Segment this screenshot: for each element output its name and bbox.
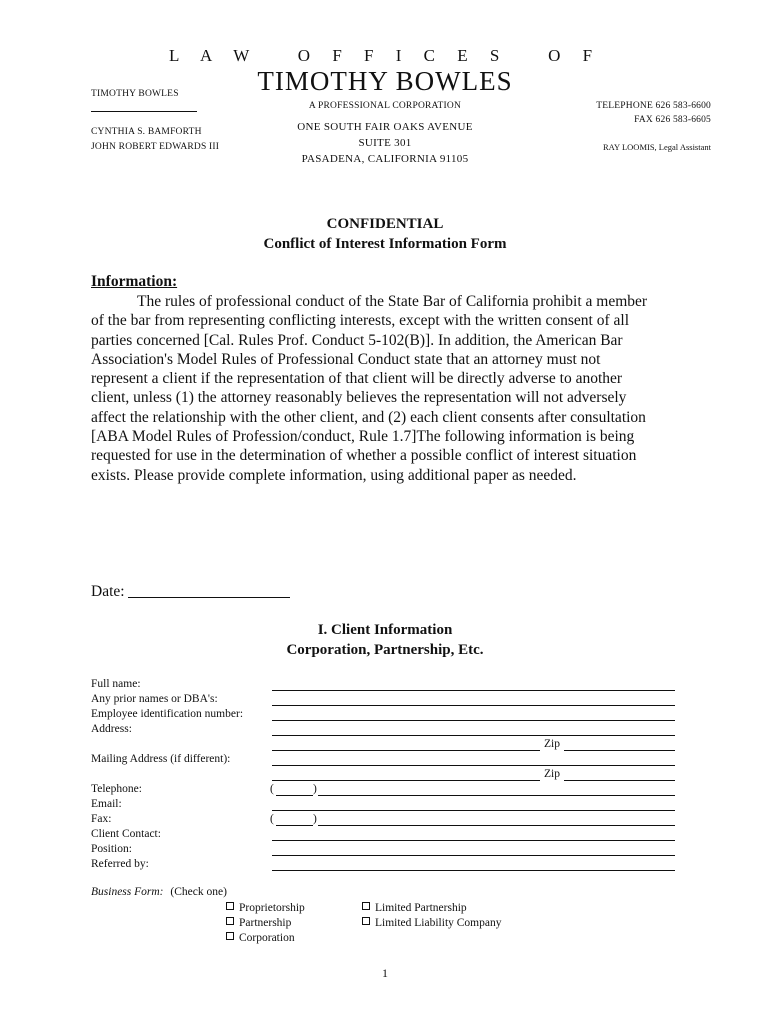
letterhead-corporation: A PROFESSIONAL CORPORATION [308, 101, 462, 111]
fax-paren-open: ( [270, 813, 274, 825]
info-line: affect the relationship with the other client, and (2) each client consents after consultation [91, 408, 646, 426]
checkbox-icon[interactable] [362, 917, 370, 925]
address-line-2: SUITE 301 [358, 137, 412, 149]
option-partnership[interactable]: Partnership [226, 917, 291, 929]
telephone-paren-close: ) [313, 783, 317, 795]
telephone-label: Telephone: [91, 783, 142, 795]
fax-paren-close: ) [313, 813, 317, 825]
fax-label: Fax: [91, 813, 112, 825]
checkbox-icon[interactable] [226, 902, 234, 910]
info-line: Association's Model Rules of Professional Conduct state that an attorney must not [91, 350, 601, 368]
zip-field[interactable] [564, 750, 675, 751]
fax-number: FAX 626 583-6605 [634, 115, 711, 125]
section-client-info-heading: I. Client Information [317, 622, 453, 638]
telephone-paren-open: ( [270, 783, 274, 795]
position-label: Position: [91, 843, 132, 855]
business-form-hint: (Check one) [170, 886, 227, 898]
email-field[interactable] [272, 810, 675, 811]
mailing-zip-field[interactable] [564, 780, 675, 781]
email-label: Email: [91, 798, 122, 810]
attorney-divider [91, 111, 197, 112]
address-line-2-field[interactable] [272, 750, 540, 751]
info-line: exists. Please provide complete information, using additional paper as needed. [91, 466, 577, 484]
zip-label: Zip [544, 738, 560, 750]
checkbox-icon[interactable] [362, 902, 370, 910]
legal-assistant: RAY LOOMIS, Legal Assistant [603, 142, 711, 152]
letterhead-firm-name: TIMOTHY BOWLES [257, 66, 513, 96]
fax-field[interactable] [318, 825, 675, 826]
checkbox-icon[interactable] [226, 917, 234, 925]
attorney-name-1: TIMOTHY BOWLES [91, 89, 179, 99]
letterhead-law-offices: L A W O F F I C E S O F [168, 46, 602, 65]
telephone-field[interactable] [318, 795, 675, 796]
info-line: [ABA Model Rules of Profession/conduct, Rule 1.7]The following information is being [91, 428, 635, 446]
information-paragraph [91, 292, 691, 485]
telephone-area-code-field[interactable] [276, 795, 313, 796]
mailing-address-line-2-field[interactable] [272, 780, 540, 781]
info-line: The rules of professional conduct of the State Bar of California prohibit a member [137, 293, 648, 310]
client-contact-field[interactable] [272, 840, 675, 841]
full-name-field[interactable] [272, 690, 675, 691]
telephone-number: TELEPHONE 626 583-6600 [596, 101, 711, 111]
option-limited-partnership[interactable]: Limited Partnership [362, 902, 467, 914]
form-title: Conflict of Interest Information Form [263, 236, 507, 252]
full-name-label: Full name: [91, 678, 141, 690]
position-field[interactable] [272, 855, 675, 856]
client-contact-label: Client Contact: [91, 828, 161, 840]
checkbox-icon[interactable] [226, 932, 234, 940]
address-line-1: ONE SOUTH FAIR OAKS AVENUE [297, 121, 473, 133]
ein-field[interactable] [272, 720, 675, 721]
option-proprietorship[interactable]: Proprietorship [226, 902, 305, 914]
attorney-name-3: JOHN ROBERT EDWARDS III [91, 142, 220, 152]
fax-area-code-field[interactable] [276, 825, 313, 826]
business-form-row [91, 886, 227, 898]
referred-by-field[interactable] [272, 870, 675, 871]
ein-label: Employee identification number: [91, 708, 244, 720]
info-line: requested for use in the determination of whether a possible conflict of interest situation [91, 447, 637, 465]
confidential-label: CONFIDENTIAL [326, 216, 444, 232]
info-line: of the bar from representing conflicting interests, except with the written consent of all [91, 312, 630, 330]
mailing-address-field[interactable] [272, 765, 675, 766]
info-line: client, unless (1) the attorney reasonably believes the representation will not adversely [91, 389, 627, 407]
referred-by-label: Referred by: [91, 858, 149, 870]
attorney-name-2: CYNTHIA S. BAMFORTH [91, 127, 202, 137]
prior-names-field[interactable] [272, 705, 675, 706]
date-row [91, 583, 290, 601]
option-corporation[interactable]: Corporation [226, 932, 295, 944]
prior-names-label: Any prior names or DBA's: [91, 693, 218, 705]
information-heading: Information: [91, 273, 178, 290]
address-label: Address: [91, 723, 132, 735]
page-number: 1 [382, 966, 388, 980]
business-form-label: Business Form: [91, 886, 164, 898]
mailing-address-label: Mailing Address (if different): [91, 753, 231, 765]
info-line: parties concerned [Cal. Rules Prof. Conduct 5-102(B)]. In addition, the American Bar [91, 331, 623, 349]
date-field[interactable] [128, 583, 290, 598]
info-line: represent a client if the representation of that client will be directly adverse to another [91, 370, 623, 388]
date-label: Date: [91, 583, 125, 600]
option-limited-liability-company[interactable]: Limited Liability Company [362, 917, 501, 929]
address-field[interactable] [272, 735, 675, 736]
section-client-info-subheading: Corporation, Partnership, Etc. [286, 642, 484, 658]
mailing-zip-label: Zip [544, 768, 560, 780]
address-line-3: PASADENA, CALIFORNIA 91105 [301, 153, 469, 165]
